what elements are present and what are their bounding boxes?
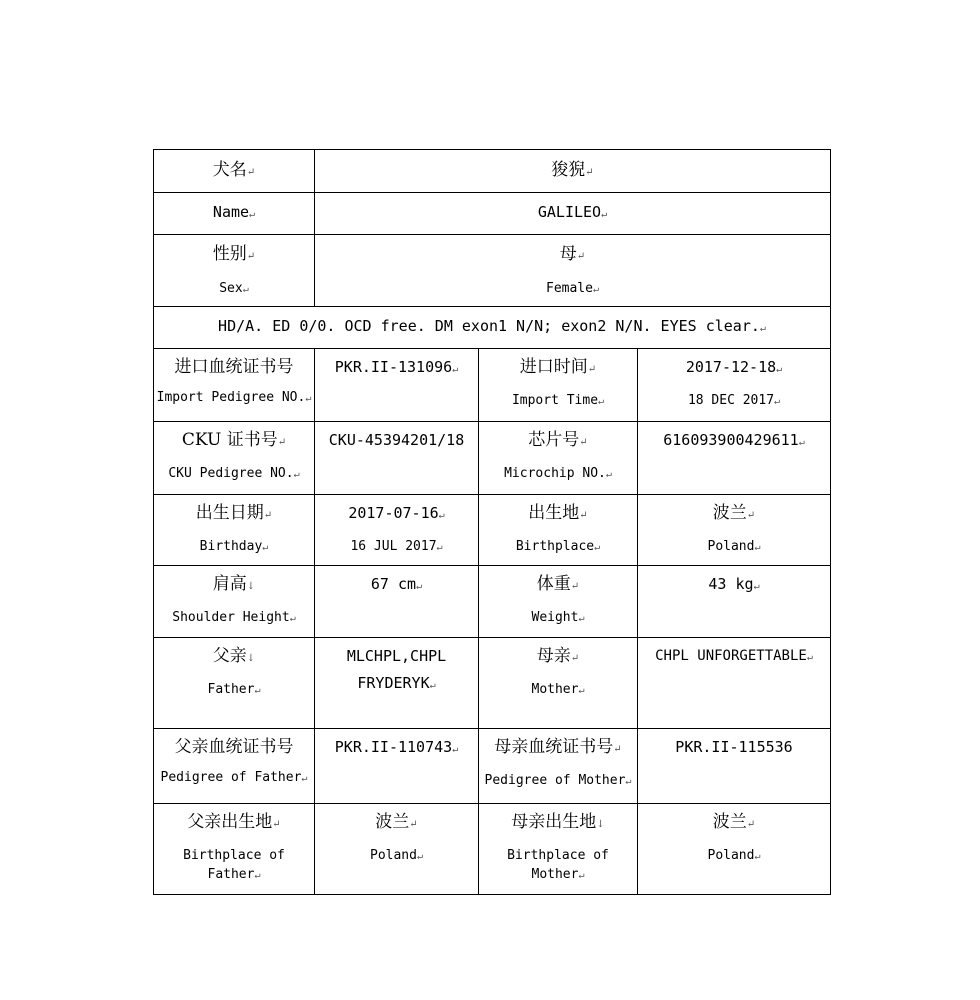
name-value-en: GALILEO↵ (537, 203, 608, 221)
father-value-cell (315, 638, 479, 729)
pedigree-table (153, 149, 831, 895)
row-cku (154, 422, 831, 495)
father-birthplace-label-en-1: Birthplace of (183, 848, 285, 863)
import-pedigree-value: PKR.II-131096↵ (334, 358, 459, 376)
mother-birthplace-value-cell (638, 804, 831, 895)
mother-pedigree-label-cell (479, 729, 638, 804)
chip-label-en: Microchip NO.↵ (504, 466, 612, 481)
father-birthplace-value-zh: 波兰↵ (375, 812, 418, 832)
mother-pedigree-value-cell (638, 729, 831, 804)
cku-label-zh: CKU 证书号↵ (181, 430, 287, 450)
health-results-cell (154, 307, 831, 349)
chip-value: 616093900429611↵ (663, 431, 805, 449)
name-label-en-cell (154, 193, 315, 235)
row-sex (154, 235, 831, 307)
father-pedigree-label-en: Pedigree of Father↵ (160, 770, 308, 785)
height-value-cell (315, 566, 479, 638)
birthplace-value-cell (638, 495, 831, 566)
name-value-zh: 狻猊↵ (551, 159, 594, 180)
cku-value: CKU-45394201/18 (328, 431, 465, 449)
row-parent-pedigree (154, 729, 831, 804)
father-pedigree-label-cell (154, 729, 315, 804)
father-pedigree-value-cell (315, 729, 479, 804)
mother-birthplace-label-zh: 母亲出生地↓ (511, 812, 605, 832)
birthplace-label-cell (479, 495, 638, 566)
cku-value-cell (315, 422, 479, 495)
father-value-line1: MLCHPL,CHPL (346, 647, 447, 665)
mother-birthplace-value-en: Poland↵ (707, 848, 761, 863)
import-pedigree-label-zh: 进口血统证书号 (174, 357, 294, 377)
birthday-label-en: Birthday↵ (199, 539, 269, 554)
name-value-zh-cell (315, 150, 831, 193)
row-import (154, 349, 831, 422)
mother-pedigree-label-en: Pedigree of Mother↵ (484, 773, 632, 788)
father-birthplace-value-en: Poland↵ (370, 848, 423, 863)
cku-label-en: CKU Pedigree NO.↵ (168, 466, 300, 481)
import-time-label-en: Import Time↵ (511, 393, 605, 408)
import-pedigree-label-cell (154, 349, 315, 422)
chip-label-cell (479, 422, 638, 495)
mother-birthplace-value-zh: 波兰↵ (712, 812, 756, 832)
name-label-zh: 犬名↵ (212, 159, 256, 180)
father-value-line2: FRYDERYK↵ (357, 674, 436, 692)
mother-value: CHPL UNFORGETTABLE↵ (655, 648, 813, 664)
weight-label-zh: 体重↵ (536, 574, 580, 594)
father-pedigree-label-zh: 父亲血统证书号 (174, 737, 294, 757)
chip-label-zh: 芯片号↵ (528, 430, 588, 450)
import-time-value-cell (638, 349, 831, 422)
import-pedigree-label-en: Import Pedigree NO.↵ (156, 390, 312, 405)
chip-value-cell (638, 422, 831, 495)
birthplace-label-en: Birthplace↵ (515, 539, 601, 554)
weight-value-cell (638, 566, 831, 638)
health-results: HD/A. ED 0/0. OCD free. DM exon1 N/N; exon2 N/N. EYES clear.↵ (218, 317, 766, 335)
sex-label-en: Sex↵ (219, 281, 249, 296)
row-parents (154, 638, 831, 729)
mother-birthplace-label-en-1: Birthplace of (507, 848, 609, 863)
mother-label-cell (479, 638, 638, 729)
father-label-zh: 父亲↓ (212, 646, 256, 666)
father-label-en: Father↵ (207, 682, 261, 697)
weight-label-cell (479, 566, 638, 638)
birthday-label-zh: 出生日期↵ (195, 503, 273, 523)
row-name-zh (154, 150, 831, 193)
father-birthplace-value-cell (315, 804, 479, 895)
height-label-cell (154, 566, 315, 638)
birthday-label-cell (154, 495, 315, 566)
row-parent-birthplace (154, 804, 831, 895)
weight-label-en: Weight↵ (531, 610, 585, 625)
sex-value-cell (315, 235, 831, 307)
birthplace-value-zh: 波兰↵ (712, 503, 756, 523)
father-birthplace-label-en-2: Father↵ (207, 867, 261, 882)
height-value: 67 cm↵ (370, 575, 423, 593)
name-label-en: Name↵ (212, 203, 256, 221)
import-pedigree-value-cell (315, 349, 479, 422)
birthday-value-en: 16 JUL 2017↵ (350, 539, 443, 554)
mother-pedigree-value: PKR.II-115536 (675, 738, 793, 756)
birthday-value: 2017-07-16↵ (348, 504, 445, 522)
row-height (154, 566, 831, 638)
cku-label-cell (154, 422, 315, 495)
height-label-en: Shoulder Height↵ (172, 610, 296, 625)
pedigree-certificate (153, 149, 830, 895)
mother-birthplace-label-cell (479, 804, 638, 895)
birthplace-label-zh: 出生地↵ (528, 503, 588, 523)
mother-pedigree-label-zh: 母亲血统证书号↵ (494, 737, 622, 757)
birthplace-value-en: Poland↵ (707, 539, 761, 554)
import-time-label-cell (479, 349, 638, 422)
import-time-label-zh: 进口时间↵ (519, 357, 597, 377)
row-name-en (154, 193, 831, 235)
father-label-cell (154, 638, 315, 729)
father-birthplace-label-zh: 父亲出生地↵ (187, 812, 281, 832)
father-birthplace-label-cell (154, 804, 315, 895)
row-health (154, 307, 831, 349)
sex-value-en: Female↵ (546, 281, 599, 296)
sex-value-zh: 母↵ (559, 244, 586, 264)
mother-birthplace-label-en-2: Mother↵ (531, 867, 585, 882)
mother-label-en: Mother↵ (531, 682, 585, 697)
name-value-en-cell (315, 193, 831, 235)
father-pedigree-value: PKR.II-110743↵ (334, 738, 459, 756)
birthday-value-cell (315, 495, 479, 566)
weight-value: 43 kg↵ (708, 575, 760, 593)
sex-label-cell (154, 235, 315, 307)
mother-value-cell (638, 638, 831, 729)
row-birth (154, 495, 831, 566)
sex-label-zh: 性别↵ (212, 244, 256, 264)
mother-label-zh: 母亲↵ (536, 646, 580, 666)
import-time-value-en: 18 DEC 2017↵ (687, 393, 781, 408)
height-label-zh: 肩高↓ (212, 574, 256, 594)
name-label-zh-cell (154, 150, 315, 193)
import-time-value: 2017-12-18↵ (685, 358, 783, 376)
